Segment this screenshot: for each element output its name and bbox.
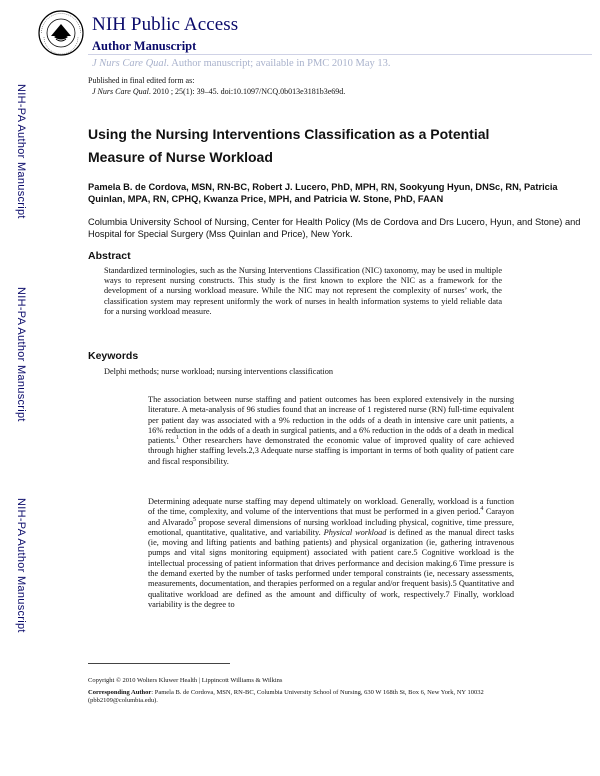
body-paragraph (148, 497, 514, 610)
footnote-divider (88, 663, 230, 664)
header-divider (88, 54, 592, 55)
corresponding-author-label: Corresponding Author (88, 689, 152, 696)
reference-superscript: 4 (480, 506, 484, 513)
abstract-text: Standardized terminologies, such as the Nursing Interventions Classification (NIC) taxonomy, may be used in multiple ways to represent nursing constructs. This study is the first known to explore the NIC as a framework for the development of a nursing workload measure. While the NIC may not represent the complexity of nurses’ work, the classification system may represent uniformly the work of nurses in health information systems to yield reliable data for a nursing workload measure. (104, 266, 502, 316)
author-manuscript-subtitle: Author Manuscript (92, 39, 197, 53)
article-authors: Pamela B. de Cordova, MSN, RN-BC, Robert J. Lucero, PhD, MPH, RN, Sookyung Hyun, DNSc, RN, Patricia Quinlan, MPA, RN, CPHQ, Kwanza Price, MPH, and Patricia W. Stone, PhD, FAAN (88, 182, 558, 204)
nih-logo (38, 10, 84, 56)
corresponding-author-note (88, 689, 528, 706)
abstract-heading: Abstract (88, 250, 131, 262)
side-label-manuscript: NIH-PA Author Manuscript (15, 84, 27, 219)
body-text: propose several dimensions of nursing workload including physical, cognitive, time pressure, emotional, quantitative, qualitative, and variability. (148, 517, 514, 537)
nih-seal-icon (38, 10, 84, 56)
body-text: is defined as the manual direct tasks (ie, moving and lifting patients and bathing patients) and physical organization (ie, gathering intravenous pumps and vital signs monitoring equipment) associated with patient care.5 Cognitive workload is the intellectual processing of patient information that drives performance and decision making.6 Time pressure is the demand exerted by the number of tasks performed under temporal constraints (ie, necessary assessments, measurements, documentation, and therapies performed on a regular and/or frequent basis).5 Quantitative and qualitative workload are defined as the amount and difficulty of work, respectively.7 Finally, workload variability is the degree to (148, 527, 514, 609)
side-label-manuscript: NIH-PA Author Manuscript (15, 287, 27, 422)
body-text: The association between nurse staffing and patient outcomes has been explored extensively in the nursing literature. A meta-analysis of 96 studies found that an increase of 1 registered nurse (RN) full-time equivalent per patient day was associated with a 9% reduction in the odds of a death in intensive care unit patients, a 16% reduction in the odds of a death in surgical patients, and a 6% reduction in the odds of a death in medical patients. (148, 395, 514, 446)
copyright-note: Copyright © 2010 Wolters Kluwer Health | Lippincott Williams & Wilkins (88, 677, 283, 684)
header-citation (92, 58, 391, 69)
publication-details: . 2010 ; 25(1): 39–45. doi:10.1097/NCQ.0b013e3181b3e69d. (148, 87, 346, 96)
keywords-text: Delphi methods; nurse workload; nursing interventions classification (104, 367, 334, 376)
published-note: Published in final edited form as: (88, 76, 195, 85)
body-paragraph (148, 395, 514, 467)
article-affiliation: Columbia University School of Nursing, Center for Health Policy (Ms de Cordova and Drs Lucero, Hyun, and Stone) and Hospital for Special Surgery (Mss Quinlan and Price), New York. (88, 217, 581, 239)
publication-journal: J Nurs Care Qual (92, 87, 149, 96)
reference-superscript: 1 (175, 435, 179, 442)
header-citation-text: Author manuscript; available in PMC 2010 May 13. (169, 58, 391, 69)
nih-public-access-title: NIH Public Access (92, 14, 239, 35)
body-text: Other researchers have demonstrated the economic value of improved quality of care achieved through higher staffing levels.2,3 Adequate nurse staffing is important in terms of both quality of patient care and fiscal responsibility. (148, 436, 514, 466)
side-label-manuscript: NIH-PA Author Manuscript (15, 498, 27, 633)
body-text: Carayon and Alvarado (148, 507, 515, 527)
header-citation-journal: J Nurs Care Qual. (92, 58, 170, 69)
keywords-heading: Keywords (88, 350, 139, 362)
reference-superscript: 5 (193, 516, 197, 523)
article-title: Using the Nursing Interventions Classification as a Potential Measure of Nurse Workload (88, 126, 490, 165)
publication-citation (92, 87, 345, 96)
corresponding-author-text: : Pamela B. de Cordova, MSN, RN-BC, Columbia University School of Nursing, 630 W 168th St, Box 6, New York, NY 10032 (pbb2109@columbia.edu). (88, 689, 484, 705)
emphasized-term: Physical workload (323, 527, 387, 537)
body-text: Determining adequate nurse staffing may depend ultimately on workload. Generally, workload is a function of the time, complexity, and volume of the interventions that must be performed in a given period. (148, 497, 514, 517)
